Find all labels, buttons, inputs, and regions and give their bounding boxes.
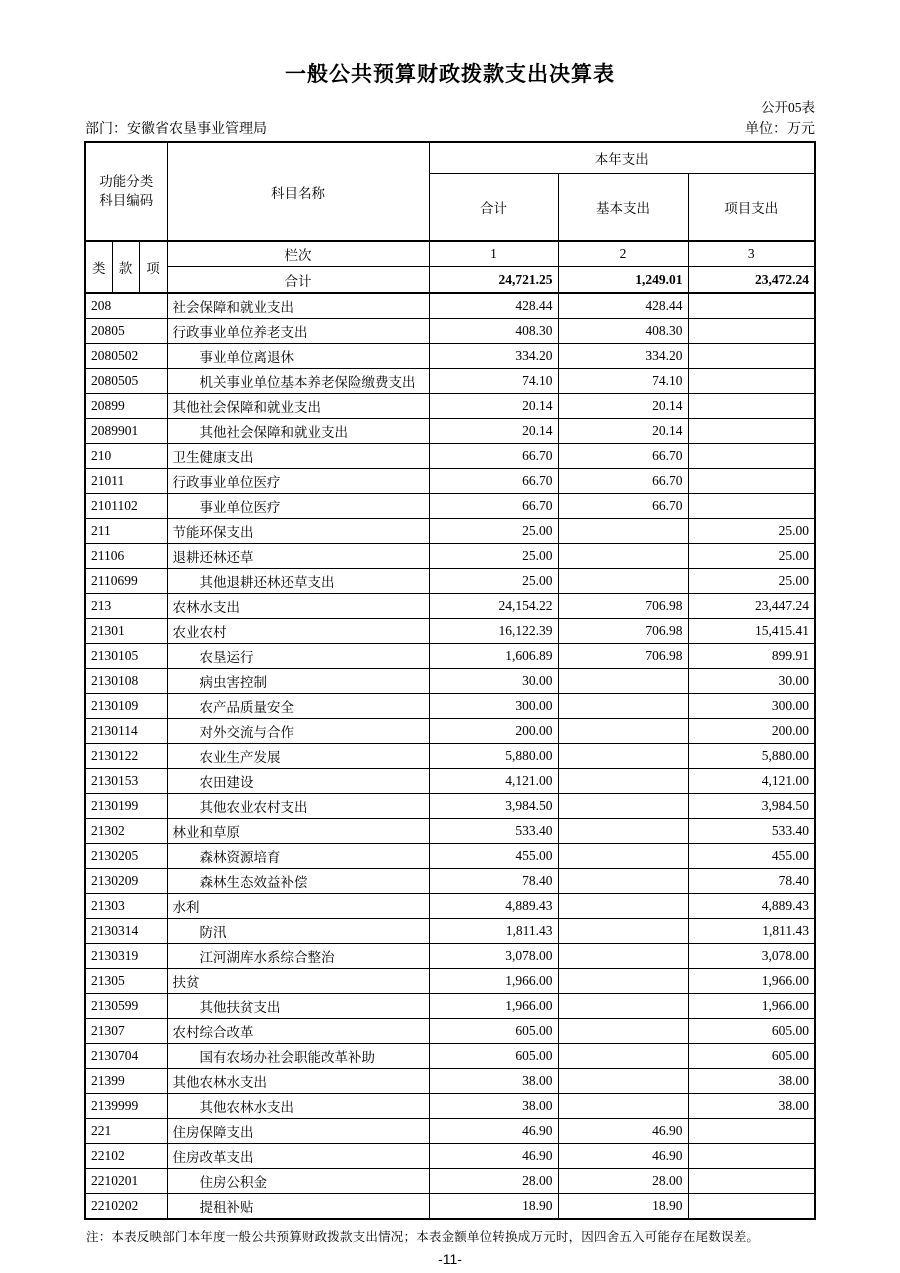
row-subject-name: 水利 (167, 894, 429, 919)
row-project-amount (688, 369, 815, 394)
row-code: 2130209 (85, 869, 167, 894)
table-row (85, 894, 815, 919)
table-row (85, 394, 815, 419)
table-row (85, 994, 815, 1019)
row-code: 2139999 (85, 1094, 167, 1119)
row-project-amount: 3,078.00 (688, 944, 815, 969)
row-code: 2130109 (85, 694, 167, 719)
row-subject-name: 农垦运行 (167, 644, 429, 669)
row-basic-amount: 706.98 (558, 594, 688, 619)
row-project-amount: 455.00 (688, 844, 815, 869)
table-row (85, 419, 815, 444)
project-column-header: 项目支出 (688, 174, 815, 242)
row-total-amount: 200.00 (429, 719, 558, 744)
row-project-amount: 15,415.41 (688, 619, 815, 644)
row-subject-name: 住房公积金 (167, 1169, 429, 1194)
lanci-label: 栏次 (167, 241, 429, 267)
row-code: 21301 (85, 619, 167, 644)
total-column-header: 合计 (429, 174, 558, 242)
row-basic-amount (558, 994, 688, 1019)
row-total-amount: 4,889.43 (429, 894, 558, 919)
row-basic-amount (558, 869, 688, 894)
row-total-amount: 46.90 (429, 1144, 558, 1169)
row-project-amount (688, 419, 815, 444)
row-total-amount: 1,966.00 (429, 994, 558, 1019)
table-row (85, 1119, 815, 1144)
row-basic-amount: 334.20 (558, 344, 688, 369)
row-project-amount: 4,121.00 (688, 769, 815, 794)
row-subject-name: 退耕还林还草 (167, 544, 429, 569)
row-basic-amount (558, 744, 688, 769)
grand-total-label: 合计 (167, 267, 429, 294)
row-project-amount (688, 1119, 815, 1144)
row-subject-name: 其他社会保障和就业支出 (167, 419, 429, 444)
row-total-amount: 533.40 (429, 819, 558, 844)
row-code: 20899 (85, 394, 167, 419)
table-row (85, 969, 815, 994)
row-total-amount: 1,966.00 (429, 969, 558, 994)
table-row (85, 669, 815, 694)
row-basic-amount: 66.70 (558, 494, 688, 519)
column-number-3: 3 (688, 241, 815, 267)
row-basic-amount: 66.70 (558, 444, 688, 469)
row-code: 213 (85, 594, 167, 619)
table-row (85, 319, 815, 344)
row-subject-name: 森林资源培育 (167, 844, 429, 869)
row-total-amount: 428.44 (429, 293, 558, 319)
row-project-amount: 1,966.00 (688, 969, 815, 994)
row-basic-amount (558, 1069, 688, 1094)
code-sub-item: 项 (139, 241, 167, 293)
grand-total-project: 23,472.24 (688, 267, 815, 294)
row-subject-name: 卫生健康支出 (167, 444, 429, 469)
column-number-2: 2 (558, 241, 688, 267)
row-total-amount: 38.00 (429, 1069, 558, 1094)
row-subject-name: 其他扶贫支出 (167, 994, 429, 1019)
unit-label: 单位：万元 (745, 122, 815, 137)
row-project-amount: 5,880.00 (688, 744, 815, 769)
row-total-amount: 1,811.43 (429, 919, 558, 944)
row-basic-amount (558, 769, 688, 794)
header-row-top (85, 142, 815, 174)
row-total-amount: 25.00 (429, 519, 558, 544)
row-total-amount: 20.14 (429, 394, 558, 419)
row-basic-amount (558, 1094, 688, 1119)
row-basic-amount (558, 894, 688, 919)
row-project-amount: 1,811.43 (688, 919, 815, 944)
row-code: 2080505 (85, 369, 167, 394)
row-project-amount: 200.00 (688, 719, 815, 744)
code-header-line1: 功能分类 (99, 174, 154, 190)
column-number-1: 1 (429, 241, 558, 267)
row-project-amount: 25.00 (688, 544, 815, 569)
grand-total-amount: 24,721.25 (429, 267, 558, 294)
table-row (85, 919, 815, 944)
row-project-amount: 38.00 (688, 1094, 815, 1119)
row-code: 2130108 (85, 669, 167, 694)
grand-total-row (85, 267, 815, 294)
table-row (85, 1169, 815, 1194)
row-code: 2130314 (85, 919, 167, 944)
row-code: 2130105 (85, 644, 167, 669)
row-subject-name: 农产品质量安全 (167, 694, 429, 719)
row-basic-amount: 66.70 (558, 469, 688, 494)
row-subject-name: 行政事业单位医疗 (167, 469, 429, 494)
row-code: 2130114 (85, 719, 167, 744)
row-total-amount: 66.70 (429, 444, 558, 469)
row-subject-name: 其他农林水支出 (167, 1094, 429, 1119)
table-row (85, 369, 815, 394)
row-project-amount (688, 1169, 815, 1194)
row-subject-name: 农业农村 (167, 619, 429, 644)
row-total-amount: 605.00 (429, 1019, 558, 1044)
table-row (85, 869, 815, 894)
row-project-amount: 78.40 (688, 869, 815, 894)
row-subject-name: 病虫害控制 (167, 669, 429, 694)
table-row (85, 344, 815, 369)
row-code: 2130599 (85, 994, 167, 1019)
row-basic-amount: 28.00 (558, 1169, 688, 1194)
row-subject-name: 农村综合改革 (167, 1019, 429, 1044)
table-row (85, 1069, 815, 1094)
row-basic-amount (558, 794, 688, 819)
table-row (85, 1144, 815, 1169)
row-total-amount: 20.14 (429, 419, 558, 444)
row-code: 21303 (85, 894, 167, 919)
row-project-amount (688, 344, 815, 369)
row-basic-amount (558, 944, 688, 969)
row-basic-amount: 706.98 (558, 619, 688, 644)
row-project-amount (688, 444, 815, 469)
row-total-amount: 605.00 (429, 1044, 558, 1069)
row-total-amount: 24,154.22 (429, 594, 558, 619)
row-total-amount: 1,606.89 (429, 644, 558, 669)
row-total-amount: 25.00 (429, 544, 558, 569)
row-subject-name: 农林水支出 (167, 594, 429, 619)
table-row (85, 619, 815, 644)
row-total-amount: 74.10 (429, 369, 558, 394)
table-row (85, 494, 815, 519)
row-subject-name: 住房保障支出 (167, 1119, 429, 1144)
row-basic-amount (558, 719, 688, 744)
row-project-amount: 1,966.00 (688, 994, 815, 1019)
row-subject-name: 事业单位医疗 (167, 494, 429, 519)
table-row (85, 719, 815, 744)
row-subject-name: 其他社会保障和就业支出 (167, 394, 429, 419)
row-subject-name: 行政事业单位养老支出 (167, 319, 429, 344)
table-row (85, 1044, 815, 1069)
table-row (85, 519, 815, 544)
table-row (85, 819, 815, 844)
row-total-amount: 66.70 (429, 494, 558, 519)
table-row (85, 644, 815, 669)
row-project-amount (688, 494, 815, 519)
table-row (85, 694, 815, 719)
row-subject-name: 其他农业农村支出 (167, 794, 429, 819)
row-total-amount: 18.90 (429, 1194, 558, 1220)
table-row (85, 1019, 815, 1044)
row-project-amount: 605.00 (688, 1044, 815, 1069)
table-row (85, 769, 815, 794)
row-project-amount: 25.00 (688, 569, 815, 594)
footnote: 注：本表反映部门本年度一般公共预算财政拨款支出情况；本表金额单位转换成万元时，因四舍五入可能存在尾数误差。 (86, 1230, 760, 1244)
row-basic-amount: 20.14 (558, 394, 688, 419)
row-basic-amount (558, 544, 688, 569)
row-total-amount: 3,984.50 (429, 794, 558, 819)
row-project-amount: 38.00 (688, 1069, 815, 1094)
row-basic-amount (558, 844, 688, 869)
row-code: 21302 (85, 819, 167, 844)
row-subject-name: 其他退耕还林还草支出 (167, 569, 429, 594)
row-basic-amount (558, 969, 688, 994)
row-subject-name: 对外交流与合作 (167, 719, 429, 744)
row-total-amount: 5,880.00 (429, 744, 558, 769)
row-subject-name: 节能环保支出 (167, 519, 429, 544)
row-code: 2089901 (85, 419, 167, 444)
row-code: 2110699 (85, 569, 167, 594)
table-header-section (85, 142, 815, 293)
row-code: 21305 (85, 969, 167, 994)
row-basic-amount: 428.44 (558, 293, 688, 319)
table-row (85, 544, 815, 569)
row-code: 22102 (85, 1144, 167, 1169)
row-subject-name: 扶贫 (167, 969, 429, 994)
row-project-amount: 30.00 (688, 669, 815, 694)
table-row (85, 569, 815, 594)
column-index-row (85, 241, 815, 267)
row-total-amount: 300.00 (429, 694, 558, 719)
table-row (85, 594, 815, 619)
code-sub-class: 类 (85, 241, 112, 293)
table-row (85, 293, 815, 319)
row-total-amount: 3,078.00 (429, 944, 558, 969)
row-code: 21106 (85, 544, 167, 569)
row-project-amount: 899.91 (688, 644, 815, 669)
row-basic-amount (558, 919, 688, 944)
row-project-amount (688, 293, 815, 319)
code-header-line2: 科目编码 (99, 192, 154, 208)
row-total-amount: 334.20 (429, 344, 558, 369)
row-total-amount: 38.00 (429, 1094, 558, 1119)
row-project-amount (688, 469, 815, 494)
current-year-header: 本年支出 (429, 142, 815, 174)
row-project-amount: 25.00 (688, 519, 815, 544)
code-column-header (85, 142, 167, 241)
row-code: 210 (85, 444, 167, 469)
row-code: 2101102 (85, 494, 167, 519)
row-subject-name: 农业生产发展 (167, 744, 429, 769)
row-subject-name: 国有农场办社会职能改革补助 (167, 1044, 429, 1069)
row-basic-amount: 46.90 (558, 1119, 688, 1144)
row-basic-amount (558, 519, 688, 544)
row-project-amount: 300.00 (688, 694, 815, 719)
row-code: 21011 (85, 469, 167, 494)
row-subject-name: 其他农林水支出 (167, 1069, 429, 1094)
table-row (85, 1094, 815, 1119)
row-subject-name: 社会保障和就业支出 (167, 293, 429, 319)
page-number: -11- (438, 1251, 462, 1267)
row-total-amount: 78.40 (429, 869, 558, 894)
row-project-amount: 23,447.24 (688, 594, 815, 619)
row-subject-name: 农田建设 (167, 769, 429, 794)
row-subject-name: 森林生态效益补偿 (167, 869, 429, 894)
row-project-amount (688, 1194, 815, 1220)
budget-table (84, 141, 816, 1220)
row-subject-name: 防汛 (167, 919, 429, 944)
row-subject-name: 住房改革支出 (167, 1144, 429, 1169)
row-basic-amount: 706.98 (558, 644, 688, 669)
row-code: 21307 (85, 1019, 167, 1044)
row-basic-amount: 74.10 (558, 369, 688, 394)
code-sub-section: 款 (112, 241, 139, 293)
row-code: 2210202 (85, 1194, 167, 1220)
row-total-amount: 4,121.00 (429, 769, 558, 794)
row-subject-name: 林业和草原 (167, 819, 429, 844)
row-total-amount: 25.00 (429, 569, 558, 594)
row-code: 2130153 (85, 769, 167, 794)
subject-column-header: 科目名称 (167, 142, 429, 241)
table-row (85, 469, 815, 494)
row-basic-amount: 46.90 (558, 1144, 688, 1169)
row-code: 2080502 (85, 344, 167, 369)
row-total-amount: 30.00 (429, 669, 558, 694)
row-code: 2130319 (85, 944, 167, 969)
page-title: 一般公共预算财政拨款支出决算表 (285, 62, 615, 86)
row-total-amount: 28.00 (429, 1169, 558, 1194)
row-project-amount: 533.40 (688, 819, 815, 844)
grand-total-basic: 1,249.01 (558, 267, 688, 294)
row-total-amount: 46.90 (429, 1119, 558, 1144)
row-project-amount (688, 1144, 815, 1169)
row-code: 2130199 (85, 794, 167, 819)
form-code-label: 公开05表 (761, 100, 815, 115)
row-code: 2130205 (85, 844, 167, 869)
row-project-amount (688, 394, 815, 419)
row-code: 2210201 (85, 1169, 167, 1194)
row-subject-name: 江河湖库水系综合整治 (167, 944, 429, 969)
row-basic-amount: 20.14 (558, 419, 688, 444)
row-basic-amount (558, 694, 688, 719)
row-code: 2130122 (85, 744, 167, 769)
basic-column-header: 基本支出 (558, 174, 688, 242)
row-subject-name: 事业单位离退休 (167, 344, 429, 369)
row-basic-amount (558, 569, 688, 594)
meta-line (85, 118, 815, 138)
table-body (85, 293, 815, 1219)
row-basic-amount (558, 1019, 688, 1044)
row-code: 20805 (85, 319, 167, 344)
row-code: 211 (85, 519, 167, 544)
row-basic-amount (558, 1044, 688, 1069)
row-project-amount: 4,889.43 (688, 894, 815, 919)
row-basic-amount (558, 669, 688, 694)
row-basic-amount: 18.90 (558, 1194, 688, 1220)
row-code: 21399 (85, 1069, 167, 1094)
row-code: 221 (85, 1119, 167, 1144)
department-label: 部门：安徽省农垦事业管理局 (85, 122, 267, 137)
row-basic-amount (558, 819, 688, 844)
row-total-amount: 66.70 (429, 469, 558, 494)
row-project-amount (688, 319, 815, 344)
table-row (85, 794, 815, 819)
table-row (85, 1194, 815, 1220)
table-row (85, 944, 815, 969)
row-code: 208 (85, 293, 167, 319)
row-subject-name: 机关事业单位基本养老保险缴费支出 (167, 369, 429, 394)
table-row (85, 744, 815, 769)
row-total-amount: 455.00 (429, 844, 558, 869)
row-total-amount: 16,122.39 (429, 619, 558, 644)
row-code: 2130704 (85, 1044, 167, 1069)
row-subject-name: 提租补贴 (167, 1194, 429, 1220)
row-total-amount: 408.30 (429, 319, 558, 344)
row-project-amount: 3,984.50 (688, 794, 815, 819)
table-row (85, 444, 815, 469)
table-row (85, 844, 815, 869)
row-basic-amount: 408.30 (558, 319, 688, 344)
row-project-amount: 605.00 (688, 1019, 815, 1044)
